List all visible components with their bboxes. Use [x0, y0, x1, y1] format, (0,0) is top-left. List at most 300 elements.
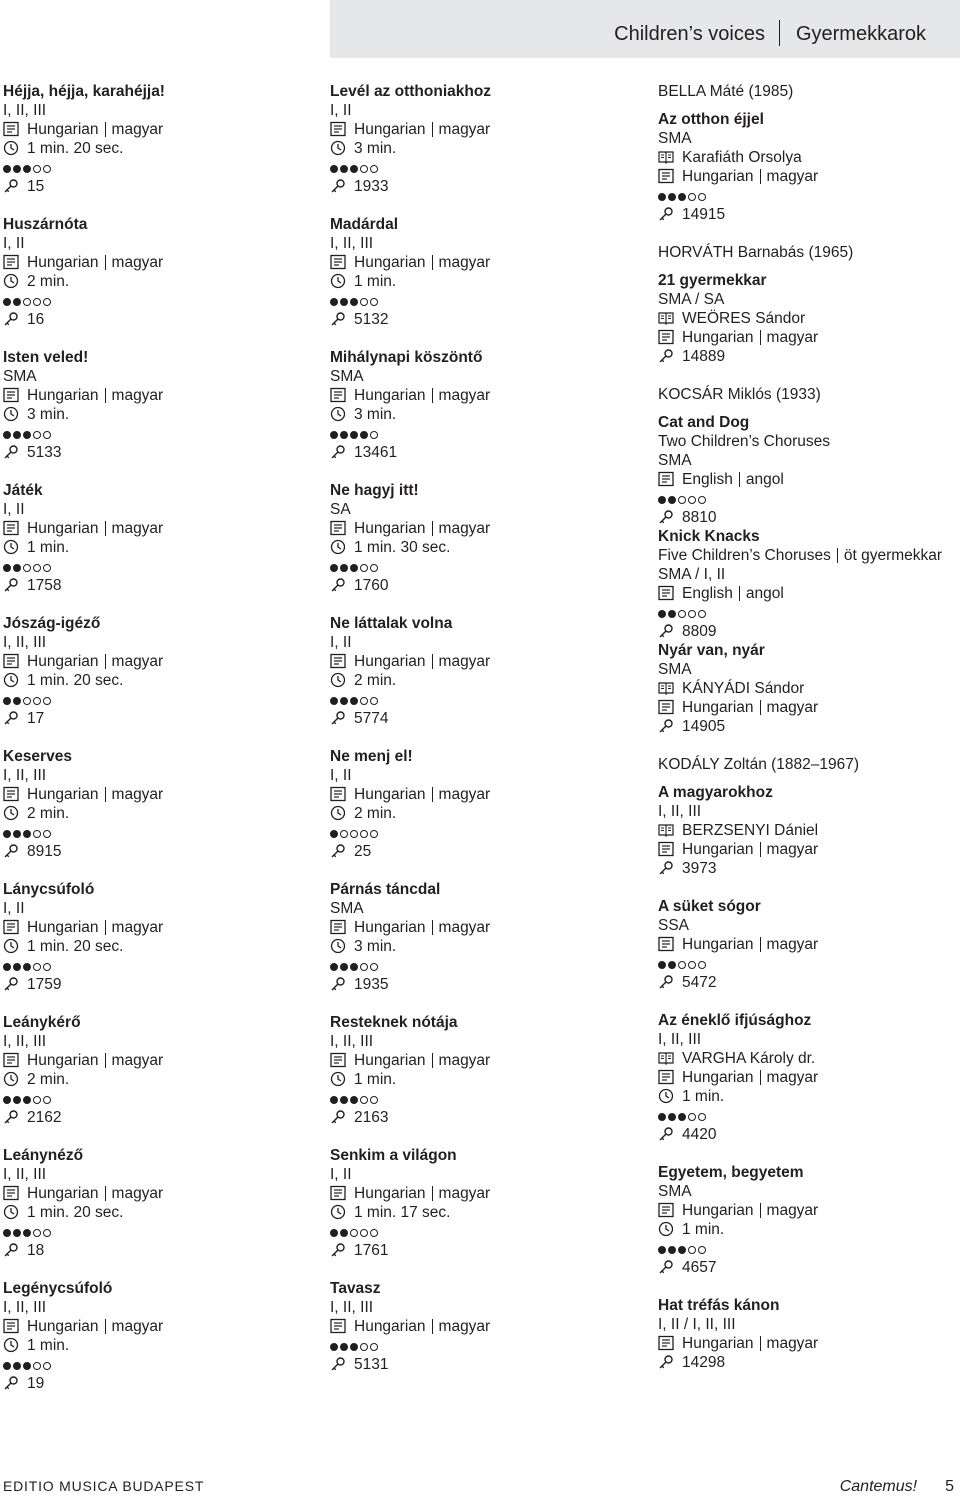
duration-line: [3, 1336, 323, 1355]
voicing: I, II, III: [658, 803, 702, 820]
catalog-entry: [3, 82, 323, 196]
language-english: Hungarian: [354, 1052, 426, 1069]
difficulty-dots: [330, 298, 378, 306]
difficulty-dots: [3, 431, 51, 439]
voicing: I, II, III: [3, 1033, 47, 1050]
key-icon: [330, 444, 346, 460]
difficulty-dot-empty: [688, 193, 696, 201]
difficulty-dot-empty: [360, 963, 368, 971]
difficulty-dot-empty: [33, 963, 41, 971]
divider: [760, 1203, 761, 1218]
catalog-entry: [3, 880, 323, 994]
catalog-number-line: [330, 975, 650, 994]
voicing: I, II: [330, 102, 352, 119]
duration: 2 min.: [27, 1071, 70, 1088]
language-english: Hungarian: [682, 168, 754, 185]
divider: [105, 388, 106, 403]
duration-line: [330, 937, 650, 956]
difficulty-dot-filled: [3, 963, 11, 971]
difficulty-dot-empty: [360, 298, 368, 306]
duration: 1 min.: [27, 1337, 70, 1354]
poet-line: [658, 309, 960, 328]
difficulty-dot-filled: [3, 165, 11, 173]
language-hungarian: magyar: [438, 919, 491, 936]
duration: 1 min.: [682, 1221, 725, 1238]
difficulty-rating: [3, 1355, 323, 1374]
duration: 1 min.: [682, 1088, 725, 1105]
difficulty-dot-filled: [330, 564, 338, 572]
language-english: Hungarian: [354, 1185, 426, 1202]
key-icon: [330, 1242, 346, 1258]
duration: 2 min.: [354, 672, 397, 689]
difficulty-dot-filled: [350, 165, 358, 173]
difficulty-dots: [3, 165, 51, 173]
key-icon: [330, 1356, 346, 1372]
divider: [432, 255, 433, 270]
work-title: Nyár van, nyár: [658, 642, 765, 659]
duration-line: [3, 272, 323, 291]
key-icon: [658, 623, 674, 639]
work-title: Héjja, héjja, karahéjja!: [3, 83, 165, 100]
catalog-entry: [3, 747, 323, 861]
language-line: [3, 120, 323, 139]
difficulty-dot-empty: [678, 496, 686, 504]
divider: [105, 787, 106, 802]
difficulty-dot-empty: [23, 564, 31, 572]
catalog-column-1: [3, 82, 323, 1412]
language-english: Hungarian: [27, 919, 99, 936]
language-english: English: [682, 471, 733, 488]
book-icon: [658, 310, 674, 326]
duration-line: [330, 405, 650, 424]
composer-name: KODÁLY Zoltán (1882–1967): [658, 756, 860, 773]
difficulty-dot-filled: [3, 830, 11, 838]
duration: 3 min.: [354, 938, 397, 955]
difficulty-dot-filled: [350, 1343, 358, 1351]
language-english: Hungarian: [27, 1052, 99, 1069]
duration-line: [3, 937, 323, 956]
language-hungarian: angol: [745, 471, 784, 488]
book-icon: [658, 822, 674, 838]
difficulty-dot-empty: [23, 697, 31, 705]
work-title: Jószág-igéző: [3, 615, 101, 632]
divider: [760, 169, 761, 184]
catalog-entry: [3, 614, 323, 728]
difficulty-dot-filled: [668, 610, 676, 618]
language-hungarian: magyar: [111, 1185, 164, 1202]
duration-line: [3, 671, 323, 690]
divider: [432, 654, 433, 669]
divider: [432, 1053, 433, 1068]
catalog-number: 18: [27, 1242, 45, 1259]
work-title: Leánynéző: [3, 1147, 84, 1164]
catalog-number: 1760: [354, 577, 389, 594]
divider: [432, 521, 433, 536]
poet-line: [658, 148, 960, 167]
voicing: I, II, III: [3, 102, 47, 119]
duration-line: [330, 538, 650, 557]
difficulty-dots: [330, 1096, 378, 1104]
difficulty-dot-empty: [43, 298, 51, 306]
poet-name: WEÖRES Sándor: [682, 310, 806, 327]
voicing: SMA: [330, 368, 364, 385]
composer-name: HORVÁTH Barnabás (1965): [658, 244, 854, 261]
catalog-number: 5131: [354, 1356, 389, 1373]
language-line: [330, 1051, 650, 1070]
difficulty-dots: [330, 1229, 378, 1237]
difficulty-rating: [330, 424, 650, 443]
lang-icon: [3, 919, 19, 935]
catalog-entry: [3, 1013, 323, 1127]
catalog-number: 4420: [682, 1126, 717, 1143]
difficulty-rating: [330, 956, 650, 975]
key-icon: [3, 843, 19, 859]
subtitle-english: Five Children’s Choruses: [658, 547, 831, 564]
catalog-entry: [3, 1146, 323, 1260]
difficulty-rating: [658, 489, 960, 508]
catalog-entry: [658, 897, 960, 992]
lang-icon: [330, 121, 346, 137]
book-icon: [658, 1050, 674, 1066]
language-hungarian: magyar: [438, 121, 491, 138]
key-icon: [658, 860, 674, 876]
clock-icon: [3, 406, 19, 422]
divider: [432, 122, 433, 137]
language-english: Hungarian: [682, 936, 754, 953]
catalog-entry: [330, 1279, 650, 1374]
duration: 2 min.: [27, 805, 70, 822]
voicing: I, II, III: [330, 235, 374, 252]
clock-icon: [3, 539, 19, 555]
language-line: [3, 1184, 323, 1203]
footer-right: [840, 1478, 954, 1496]
difficulty-dot-empty: [698, 961, 706, 969]
work-subtitle: [658, 546, 960, 565]
catalog-number-line: [330, 1108, 650, 1127]
clock-icon: [3, 140, 19, 156]
language-english: Hungarian: [682, 1069, 754, 1086]
language-hungarian: magyar: [438, 254, 491, 271]
catalog-entry: [658, 413, 960, 527]
poet-line: [658, 679, 960, 698]
clock-icon: [330, 672, 346, 688]
difficulty-rating: [3, 291, 323, 310]
difficulty-dot-filled: [23, 963, 31, 971]
language-hungarian: magyar: [438, 653, 491, 670]
difficulty-dots: [658, 961, 706, 969]
language-english: Hungarian: [354, 919, 426, 936]
voicing: I, II, III: [3, 1166, 47, 1183]
language-line: [330, 652, 650, 671]
difficulty-rating: [658, 1106, 960, 1125]
catalog-number: 13461: [354, 444, 398, 461]
work-title: Levél az otthoniakhoz: [330, 83, 492, 100]
key-icon: [3, 1109, 19, 1125]
language-hungarian: magyar: [111, 1318, 164, 1335]
voicing: I, II / I, II, III: [658, 1316, 736, 1333]
catalog-number: 2162: [27, 1109, 62, 1126]
catalog-entry: [330, 880, 650, 994]
clock-icon: [330, 1204, 346, 1220]
clock-icon: [330, 539, 346, 555]
catalog-number: 5132: [354, 311, 389, 328]
language-hungarian: magyar: [111, 121, 164, 138]
duration-line: [330, 272, 650, 291]
language-english: Hungarian: [682, 329, 754, 346]
work-title: A süket sógor: [658, 898, 761, 915]
language-english: Hungarian: [682, 699, 754, 716]
key-icon: [330, 1109, 346, 1125]
key-icon: [330, 976, 346, 992]
difficulty-dot-filled: [3, 298, 11, 306]
catalog-number: 19: [27, 1375, 45, 1392]
catalog-number: 8810: [682, 509, 717, 526]
catalog-number-line: [3, 177, 323, 196]
difficulty-dot-empty: [370, 165, 378, 173]
clock-icon: [330, 140, 346, 156]
difficulty-dot-filled: [23, 1362, 31, 1370]
work-title: Cat and Dog: [658, 414, 750, 431]
difficulty-dot-filled: [23, 165, 31, 173]
difficulty-dot-empty: [688, 496, 696, 504]
catalog-number: 14915: [682, 206, 726, 223]
catalog-entry: [658, 641, 960, 736]
language-english: Hungarian: [682, 1335, 754, 1352]
duration: 2 min.: [27, 273, 70, 290]
language-line: [658, 698, 960, 717]
poet-name: KÁNYÁDI Sándor: [682, 680, 805, 697]
difficulty-dot-filled: [330, 1096, 338, 1104]
catalog-entry: [3, 348, 323, 462]
divider: [739, 472, 740, 487]
voicing: I, II, III: [330, 1299, 374, 1316]
difficulty-dot-filled: [350, 431, 358, 439]
difficulty-dot-empty: [370, 963, 378, 971]
work-subtitle: [658, 432, 960, 451]
voicing: I, II: [330, 634, 352, 651]
difficulty-dot-empty: [370, 830, 378, 838]
language-hungarian: magyar: [766, 1202, 819, 1219]
language-english: Hungarian: [27, 254, 99, 271]
difficulty-dot-filled: [13, 1362, 21, 1370]
language-hungarian: magyar: [766, 329, 819, 346]
catalog-entry: [658, 1163, 960, 1277]
difficulty-rating: [658, 186, 960, 205]
catalog-number-line: [3, 310, 323, 329]
work-title: 21 gyermekkar: [658, 272, 767, 289]
difficulty-dots: [3, 1096, 51, 1104]
duration: 3 min.: [27, 406, 70, 423]
difficulty-dot-empty: [678, 961, 686, 969]
language-english: Hungarian: [682, 1202, 754, 1219]
catalog-number: 14298: [682, 1354, 726, 1371]
difficulty-dot-filled: [658, 610, 666, 618]
key-icon: [658, 1354, 674, 1370]
catalog-number-line: [3, 1374, 323, 1393]
divider: [105, 1186, 106, 1201]
work-title: Párnás táncdal: [330, 881, 441, 898]
divider: [432, 920, 433, 935]
catalog-number-line: [658, 205, 960, 224]
language-line: [330, 1184, 650, 1203]
difficulty-dots: [330, 165, 378, 173]
divider: [760, 1336, 761, 1351]
difficulty-dot-empty: [350, 830, 358, 838]
work-title: Resteknek nótája: [330, 1014, 458, 1031]
catalog-number-line: [330, 1355, 650, 1374]
lang-icon: [658, 1335, 674, 1351]
key-icon: [330, 843, 346, 859]
work-title: A magyarokhoz: [658, 784, 773, 801]
work-title: Senkim a világon: [330, 1147, 457, 1164]
duration-line: [658, 1087, 960, 1106]
key-icon: [658, 348, 674, 364]
catalog-number-line: [3, 975, 323, 994]
lang-icon: [3, 786, 19, 802]
key-icon: [3, 1375, 19, 1391]
clock-icon: [3, 1071, 19, 1087]
difficulty-dot-filled: [330, 298, 338, 306]
key-icon: [3, 976, 19, 992]
difficulty-dot-empty: [370, 697, 378, 705]
difficulty-dot-empty: [43, 431, 51, 439]
difficulty-dot-empty: [33, 1096, 41, 1104]
catalog-number-line: [3, 842, 323, 861]
work-title: Az otthon éjjel: [658, 111, 764, 128]
difficulty-rating: [3, 1089, 323, 1108]
book-icon: [658, 149, 674, 165]
divider: [105, 122, 106, 137]
voicing: SSA: [658, 917, 690, 934]
language-line: [330, 785, 650, 804]
language-line: [330, 120, 650, 139]
work-title: Huszárnóta: [3, 216, 88, 233]
language-line: [3, 519, 323, 538]
work-title: Madárdal: [330, 216, 399, 233]
difficulty-dot-filled: [340, 431, 348, 439]
language-hungarian: magyar: [438, 520, 491, 537]
difficulty-dot-filled: [340, 697, 348, 705]
clock-icon: [330, 273, 346, 289]
language-english: English: [682, 585, 733, 602]
difficulty-dots: [658, 1246, 706, 1254]
language-line: [330, 1317, 650, 1336]
difficulty-dot-empty: [698, 193, 706, 201]
difficulty-dot-filled: [678, 1113, 686, 1121]
duration-line: [330, 804, 650, 823]
voicing: SMA: [3, 368, 37, 385]
catalog-number-line: [3, 443, 323, 462]
difficulty-dot-filled: [330, 697, 338, 705]
duration-line: [3, 804, 323, 823]
clock-icon: [658, 1088, 674, 1104]
difficulty-dot-empty: [360, 564, 368, 572]
catalog-entry: [3, 215, 323, 329]
difficulty-dot-empty: [688, 1246, 696, 1254]
duration: 1 min.: [27, 539, 70, 556]
catalog-number-line: [658, 717, 960, 736]
duration-line: [3, 1203, 323, 1222]
catalog-number-line: [658, 1125, 960, 1144]
catalog-number: 5774: [354, 710, 389, 727]
catalog-number-line: [658, 508, 960, 527]
difficulty-dot-empty: [698, 1246, 706, 1254]
catalog-number-line: [3, 1241, 323, 1260]
language-english: Hungarian: [27, 121, 99, 138]
difficulty-dots: [658, 496, 706, 504]
catalog-entry: [658, 110, 960, 224]
divider: [760, 937, 761, 952]
divider: [105, 521, 106, 536]
lang-icon: [658, 471, 674, 487]
catalog-number: 2163: [354, 1109, 389, 1126]
duration: 1 min. 17 sec.: [354, 1204, 451, 1221]
language-line: [3, 1317, 323, 1336]
difficulty-dots: [658, 610, 706, 618]
duration-line: [3, 405, 323, 424]
difficulty-dot-filled: [668, 496, 676, 504]
voicing: I, II: [330, 1166, 352, 1183]
catalog-number-line: [658, 347, 960, 366]
difficulty-dot-filled: [330, 963, 338, 971]
header-divider: [779, 20, 780, 46]
catalog-number-line: [658, 1353, 960, 1372]
work-title: Knick Knacks: [658, 528, 760, 545]
difficulty-dot-filled: [350, 1096, 358, 1104]
header-hungarian: Gyermekkarok: [795, 23, 926, 45]
duration: 1 min. 20 sec.: [27, 140, 124, 157]
language-hungarian: magyar: [766, 699, 819, 716]
header-english: Children’s voices: [614, 23, 765, 45]
duration: 2 min.: [354, 805, 397, 822]
clock-icon: [658, 1221, 674, 1237]
language-line: [3, 1051, 323, 1070]
poet-line: [658, 821, 960, 840]
difficulty-dot-empty: [688, 1113, 696, 1121]
language-line: [658, 935, 960, 954]
language-english: Hungarian: [354, 653, 426, 670]
lang-icon: [658, 699, 674, 715]
difficulty-dot-filled: [330, 1343, 338, 1351]
catalog-entry: [658, 1011, 960, 1144]
difficulty-dot-filled: [668, 961, 676, 969]
language-line: [330, 918, 650, 937]
voicing: I, II: [3, 235, 25, 252]
catalog-entry: [330, 614, 650, 728]
difficulty-dots: [330, 963, 378, 971]
catalog-number: 17: [27, 710, 45, 727]
language-hungarian: angol: [745, 585, 784, 602]
key-icon: [3, 577, 19, 593]
difficulty-dot-filled: [330, 165, 338, 173]
key-icon: [658, 509, 674, 525]
lang-icon: [658, 1202, 674, 1218]
catalog-number-line: [3, 1108, 323, 1127]
voicing: SMA: [658, 130, 692, 147]
divider: [760, 842, 761, 857]
divider: [432, 1319, 433, 1334]
language-hungarian: magyar: [766, 1069, 819, 1086]
lang-icon: [658, 1069, 674, 1085]
lang-icon: [658, 585, 674, 601]
language-line: [3, 652, 323, 671]
catalog-column-2: [330, 82, 650, 1393]
footer-series: Cantemus!: [839, 1478, 918, 1495]
difficulty-dot-filled: [330, 431, 338, 439]
difficulty-rating: [3, 690, 323, 709]
language-line: [330, 386, 650, 405]
language-line: [3, 386, 323, 405]
